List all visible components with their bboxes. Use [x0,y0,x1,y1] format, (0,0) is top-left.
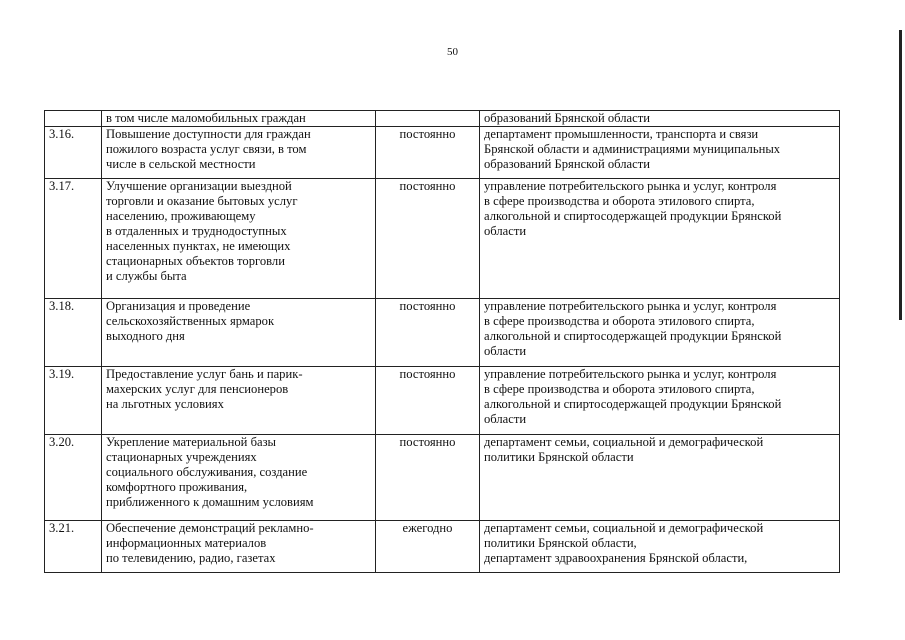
measure-executor: управление потребительского рынка и услуг, контроля в сфере производства и оборота этилового спирта, алкогольной и спиртосодержащей продукции Брянской области [480,367,840,435]
measure-description: Улучшение организации выездной торговли и оказание бытовых услуг населению, проживающему в отдаленных и труднодоступных населенных пунктах, не имеющих стационарных объектов торговли и службы быта [102,179,376,299]
measure-executor: управление потребительского рынка и услуг, контроля в сфере производства и оборота этилового спирта, алкогольной и спиртосодержащей продукции Брянской области [480,179,840,299]
row-number: 3.18. [45,299,102,367]
measure-term: постоянно [376,299,480,367]
measures-table [44,110,840,573]
row-number [45,111,102,127]
measure-executor: образований Брянской области [480,111,840,127]
measure-term: постоянно [376,367,480,435]
table-row [45,299,840,367]
measure-term: ежегодно [376,521,480,573]
row-number: 3.16. [45,127,102,179]
row-number: 3.17. [45,179,102,299]
row-number: 3.19. [45,367,102,435]
measure-term: постоянно [376,127,480,179]
scan-edge-mark [899,30,902,320]
measure-description: Обеспечение демонстраций рекламно- информационных материалов по телевидению, радио, газетах [102,521,376,573]
row-number: 3.20. [45,435,102,521]
row-number: 3.21. [45,521,102,573]
measure-term: постоянно [376,435,480,521]
measure-executor: департамент семьи, социальной и демографической политики Брянской области, департамент здравоохранения Брянской области, [480,521,840,573]
measure-term: постоянно [376,179,480,299]
table-row [45,435,840,521]
table-row [45,521,840,573]
measure-executor: управление потребительского рынка и услуг, контроля в сфере производства и оборота этилового спирта, алкогольной и спиртосодержащей продукции Брянской области [480,299,840,367]
measure-description: Предоставление услуг бань и парик- махерских услуг для пенсионеров на льготных условиях [102,367,376,435]
table-row [45,367,840,435]
measure-description: Укрепление материальной базы стационарных учреждениях социального обслуживания, создание комфортного проживания, приближенного к домашним условиям [102,435,376,521]
table-row [45,179,840,299]
measure-executor: департамент семьи, социальной и демографической политики Брянской области [480,435,840,521]
measure-term [376,111,480,127]
page-number: 50 [447,46,458,58]
table-row [45,111,840,127]
table-row [45,127,840,179]
measure-description: Организация и проведение сельскохозяйственных ярмарок выходного дня [102,299,376,367]
measure-description: в том числе маломобильных граждан [102,111,376,127]
measure-executor: департамент промышленности, транспорта и связи Брянской области и администрациями муниципальных образований Брянской области [480,127,840,179]
measure-description: Повышение доступности для граждан пожилого возраста услуг связи, в том числе в сельской местности [102,127,376,179]
